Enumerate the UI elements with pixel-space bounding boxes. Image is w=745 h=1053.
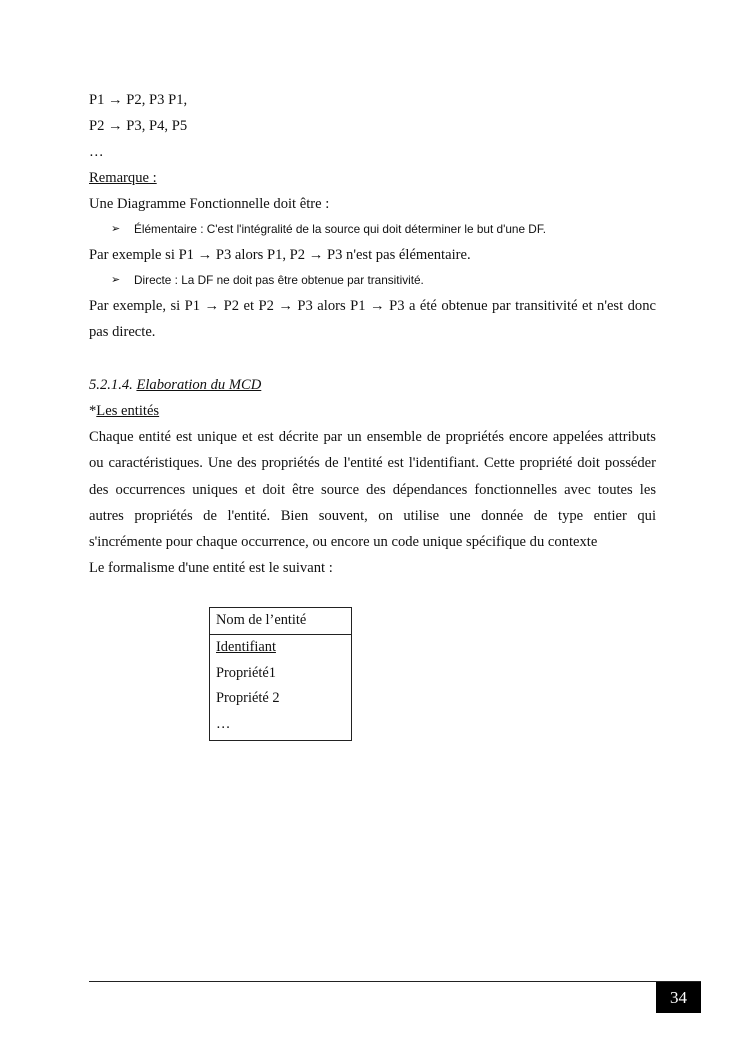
bullet-direct xyxy=(89,268,656,293)
spacer xyxy=(89,345,656,372)
page-number: 34 xyxy=(656,982,701,1013)
entity-property-2: Propriété 2 xyxy=(216,690,280,706)
subsection-title: Les entités xyxy=(96,403,160,420)
dependency-line-2: P2 → P3, P4, P5 xyxy=(89,118,188,134)
section-heading xyxy=(89,372,656,398)
remark-heading xyxy=(89,165,656,191)
entity-identifier: Identifiant xyxy=(216,639,276,655)
bullet-elementary xyxy=(89,217,656,242)
entity-name: Nom de l’entité xyxy=(210,608,351,635)
entity-property-1: Propriété1 xyxy=(216,664,276,681)
section-number: 5.2.1.4. xyxy=(89,377,133,394)
example-line-2a: Par exemple, si P1 → P2 et P2 → P3 alors P1 → P3 a été obtenue par transitivité et n'est donc xyxy=(89,298,656,314)
paragraph-line: s'incrémente pour chaque occurrence, ou encore un code unique spécifique du contexte xyxy=(89,534,598,551)
example-line-1: Par exemple si P1 → P3 alors P1, P2 → P3 n'est pas élémentaire. xyxy=(89,247,471,263)
subsection-prefix: * xyxy=(89,403,97,420)
bullet-elementary-text: Élémentaire : C'est l'intégralité de la source qui doit déterminer le but d'une DF. xyxy=(134,222,546,236)
bullet-direct-text: Directe : La DF ne doit pas être obtenue par transitivité. xyxy=(134,273,424,287)
remark-label: Remarque : xyxy=(89,170,157,186)
page-content xyxy=(89,87,656,581)
formalism-line: Le formalisme d'une entité est le suivant : xyxy=(89,560,333,577)
entity-properties xyxy=(210,635,351,740)
paragraph-line: des occurrences uniques et doit être source des dépendances fonctionnelles avec toutes les xyxy=(89,481,656,498)
arrowhead-bullet-icon: ➢ xyxy=(111,223,121,235)
footer-rule xyxy=(89,981,701,982)
paragraph-line: ou caractéristiques. Une des propriétés de l'entité est l'identifiant. Cette propriété doit posséder xyxy=(89,455,656,472)
ellipsis-line: … xyxy=(89,144,104,160)
dependency-line-1: P1 → P2, P3 P1, xyxy=(89,92,188,108)
entity-diagram xyxy=(209,607,352,741)
subsection-heading xyxy=(89,398,656,424)
paragraph-line: Chaque entité est unique et est décrite par un ensemble de propriétés encore appelées attributs xyxy=(89,429,656,446)
arrowhead-bullet-icon: ➢ xyxy=(111,274,121,286)
section-title: Elaboration du MCD xyxy=(136,377,262,394)
example-line-2b: pas directe. xyxy=(89,324,156,341)
intro-line: Une Diagramme Fonctionnelle doit être : xyxy=(89,196,330,212)
paragraph-line: autres propriétés de l'entité. Bien souvent, on utilise une donnée de type entier qui xyxy=(89,507,656,524)
entity-property-more: … xyxy=(216,715,231,732)
